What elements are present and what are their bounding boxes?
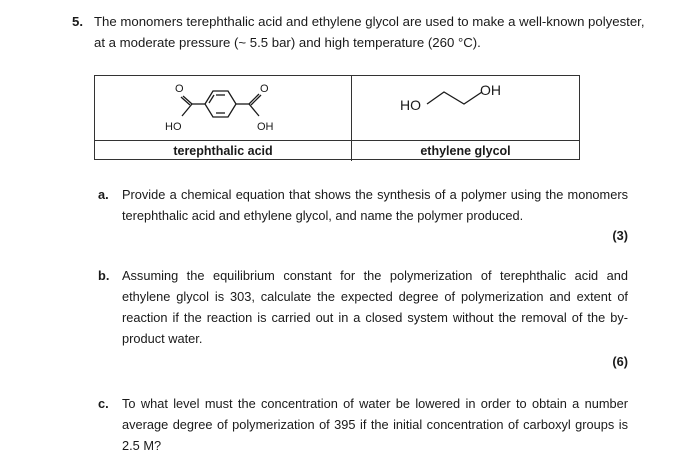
part-c bbox=[98, 393, 628, 457]
part-a-text: Provide a chemical equation that shows the synthesis of a polymer using the monomers terephthalic acid and ethylene glycol, and name the polymer produced. bbox=[122, 187, 628, 223]
bond-left-hydroxyl bbox=[182, 104, 192, 116]
part-a-marks: (3) bbox=[612, 228, 628, 243]
ethylene-glycol-drawing bbox=[352, 76, 579, 140]
part-c-letter: c. bbox=[98, 396, 109, 411]
part-b-text: Assuming the equilibrium constant for the polymerization of terephthalic acid and ethylene glycol is 303, calculate the expected degree of polymerization and extent of reaction if the reaction is carried out in a closed system without the removal of the by-product water. bbox=[122, 268, 628, 346]
monomer-names-row bbox=[95, 140, 579, 161]
question-number: 5. bbox=[72, 14, 83, 29]
monomers-table bbox=[94, 75, 580, 160]
atom-o-top-right: O bbox=[260, 83, 269, 95]
atom-oh: OH bbox=[480, 82, 501, 98]
atom-o-top-left: O bbox=[175, 83, 184, 95]
part-b-marks: (6) bbox=[612, 354, 628, 369]
atom-ho-bottom-left: HO bbox=[165, 121, 182, 133]
part-a bbox=[98, 184, 628, 228]
terephthalic-acid-structure bbox=[95, 76, 352, 140]
ethylene-glycol-structure bbox=[352, 76, 579, 140]
terephthalic-acid-name: terephthalic acid bbox=[95, 141, 352, 161]
bond-right-hydroxyl bbox=[249, 104, 259, 116]
part-a-letter: a. bbox=[98, 187, 109, 202]
ethylene-glycol-name: ethylene glycol bbox=[420, 144, 511, 158]
atom-ho: HO bbox=[400, 97, 421, 113]
part-b bbox=[98, 265, 628, 351]
part-b-letter: b. bbox=[98, 268, 110, 283]
part-c-text: To what level must the concentration of water be lowered in order to obtain a number average degree of polymerization of 395 if the initial concentration of carboxyl groups is 2.5 M? bbox=[122, 396, 628, 453]
terephthalic-acid-drawing bbox=[95, 76, 351, 140]
ethylene-glycol-chain bbox=[427, 92, 482, 104]
atom-oh-bottom-right: OH bbox=[257, 121, 274, 133]
question-text: The monomers terephthalic acid and ethylene glycol are used to make a well-known polyester, at a moderate pressure (~ 5.5 bar) and high temperature (260 °C). bbox=[94, 14, 645, 50]
